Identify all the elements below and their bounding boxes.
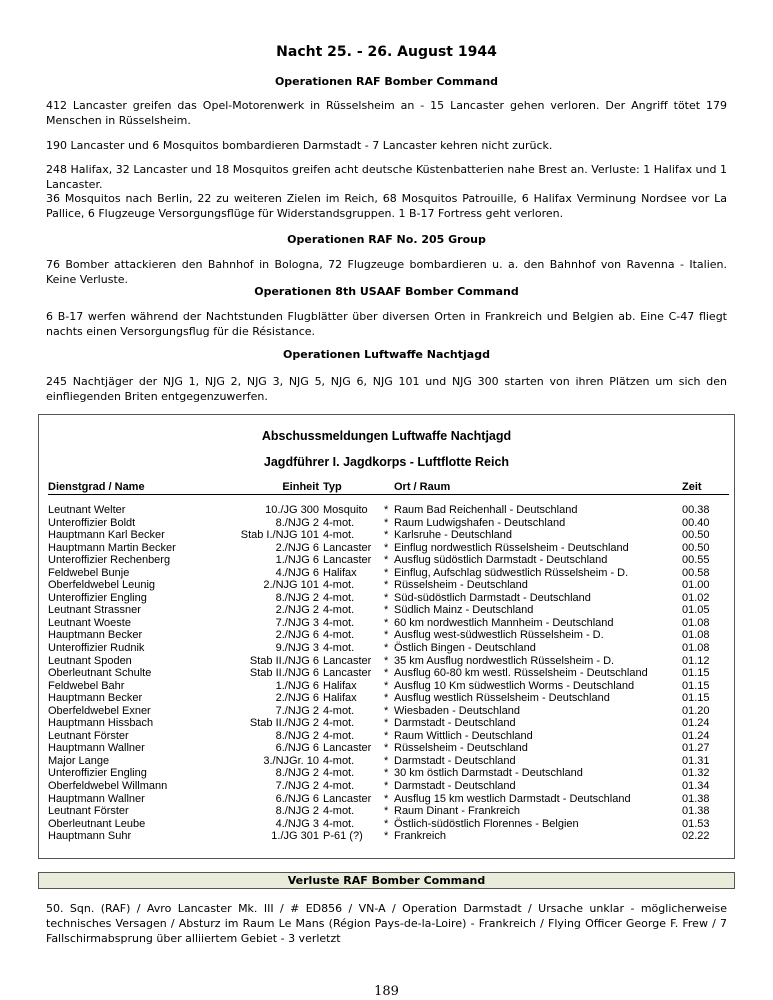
claim-unit: 2./NJG 101 (263, 579, 319, 592)
claim-star: * (384, 566, 389, 579)
claim-star: * (384, 529, 389, 542)
claim-type: 4-mot. (323, 704, 355, 717)
claim-star: * (384, 805, 389, 818)
paragraph: 76 Bomber attackieren den Bahnhof in Bologna, 72 Flugzeuge bombardieren u. a. den Bahnhof von Ravenna - Italien. Keine Verluste. (46, 258, 727, 286)
claim-star: * (384, 742, 389, 755)
claim-type: 4-mot. (323, 591, 355, 604)
claim-unit: 1./NJG 6 (275, 679, 319, 692)
claim-type: 4-mot. (323, 754, 355, 767)
claim-star: * (384, 591, 389, 604)
claim-time: 01.00 (682, 579, 710, 592)
claim-name: Feldwebel Bahr (48, 679, 125, 692)
claim-type: 4-mot. (323, 616, 355, 629)
claim-place: Einflug, Aufschlag südwestlich Rüsselsheim - D. (394, 566, 629, 579)
claim-name: Unteroffizier Boldt (48, 516, 136, 529)
claim-place: Raum Bad Reichenhall - Deutschland (394, 504, 578, 516)
claim-type: 4-mot. (323, 817, 355, 830)
table-row (48, 767, 729, 780)
table-row (48, 830, 729, 843)
claim-time: 00.58 (682, 566, 710, 579)
claim-time: 01.38 (682, 805, 710, 818)
paragraph: 248 Halifax, 32 Lancaster und 18 Mosquitos greifen acht deutsche Küstenbatterien nahe Brest an. Verluste: 1 Halifax und 1 Lancaster. (46, 163, 727, 191)
table-row (48, 755, 729, 768)
claim-place: 35 km Ausflug nordwestlich Rüsselsheim - D. (394, 654, 615, 667)
claim-unit: 6./NJG 6 (275, 792, 319, 805)
claim-name: Hauptmann Wallner (48, 742, 145, 755)
claim-time: 01.24 (682, 729, 710, 742)
claim-name: Hauptmann Wallner (48, 792, 145, 805)
claim-unit: 4./NJG 3 (275, 817, 319, 830)
claim-place: Ausflug westlich Rüsselsheim - Deutschland (394, 692, 610, 705)
claim-type: Halifax (323, 566, 357, 579)
claim-time: 01.15 (682, 667, 710, 680)
claim-place: Raum Ludwigshafen - Deutschland (394, 516, 566, 529)
claim-star: * (384, 679, 389, 692)
table-row (48, 617, 729, 630)
claim-unit: 7./NJG 2 (275, 704, 319, 717)
claim-name: Hauptmann Martin Becker (48, 541, 176, 554)
table-row (48, 805, 729, 818)
table-row (48, 780, 729, 793)
claim-time: 01.12 (682, 654, 710, 667)
section-heading-raf-205-group: Operationen RAF No. 205 Group (287, 233, 486, 246)
claim-name: Major Lange (48, 754, 110, 767)
claim-name: Hauptmann Karl Becker (48, 529, 165, 542)
claim-unit: 1./JG 301 (271, 830, 319, 843)
claim-type: Lancaster (323, 742, 372, 755)
claim-unit: 8./NJG 2 (275, 591, 319, 604)
claim-type: Lancaster (323, 667, 372, 680)
claim-time: 00.50 (682, 529, 710, 542)
table-row (48, 504, 729, 517)
claim-type: 4-mot. (323, 767, 355, 780)
claim-star: * (384, 830, 389, 843)
claim-unit: Stab II./NJG 6 (249, 654, 319, 667)
section-heading-luftwaffe: Operationen Luftwaffe Nachtjagd (283, 348, 490, 361)
table-row (48, 692, 729, 705)
claim-time: 01.27 (682, 742, 710, 755)
losses-heading-bar: Verluste RAF Bomber Command (38, 872, 735, 889)
claim-star: * (384, 767, 389, 780)
table-row (48, 579, 729, 592)
column-header-time: Zeit (682, 481, 702, 493)
claim-unit: 1./NJG 6 (275, 554, 319, 567)
table-row (48, 667, 729, 680)
table-row (48, 604, 729, 617)
claims-table-header (48, 481, 729, 495)
page-number: 189 (374, 984, 399, 999)
table-row (48, 517, 729, 530)
claim-place: Raum Wittlich - Deutschland (394, 729, 533, 742)
claim-name: Oberfeldwebel Leunig (48, 579, 156, 592)
claims-table-body (48, 504, 729, 843)
claim-time: 00.40 (682, 516, 710, 529)
claim-type: 4-mot. (323, 579, 355, 592)
table-row (48, 655, 729, 668)
claim-time: 01.53 (682, 817, 710, 830)
claim-type: P-61 (?) (323, 830, 363, 843)
column-header-unit: Einheit (282, 481, 319, 493)
claim-star: * (384, 629, 389, 642)
column-header-type: Typ (323, 481, 342, 493)
claim-type: Halifax (323, 679, 357, 692)
claim-name: Oberfeldwebel Exner (48, 704, 151, 717)
claim-place: Einflug nordwestlich Rüsselsheim - Deutschland (394, 541, 629, 554)
claim-unit: 2./NJG 6 (275, 541, 319, 554)
claim-unit: 8./NJG 2 (275, 767, 319, 780)
paragraph: 6 B-17 werfen während der Nachtstunden Flugblätter über diversen Orten in Frankreich und Belgien ab. Eine C-47 fliegt nachts einen Versorgungsflug für die Résistance. (46, 310, 727, 338)
claim-star: * (384, 717, 389, 730)
claim-unit: Stab II./NJG 2 (249, 717, 319, 730)
table-row (48, 567, 729, 580)
claim-type: 4-mot. (323, 717, 355, 730)
claim-place: Raum Dinant - Frankreich (394, 805, 520, 818)
claim-unit: 2./NJG 6 (275, 692, 319, 705)
claim-place: Wiesbaden - Deutschland (394, 704, 520, 717)
claim-star: * (384, 616, 389, 629)
claim-star: * (384, 642, 389, 655)
claim-star: * (384, 780, 389, 793)
claim-name: Unteroffizier Rechenberg (48, 554, 171, 567)
table-row (48, 818, 729, 831)
claim-star: * (384, 654, 389, 667)
claim-unit: 10./JG 300 (265, 504, 319, 516)
claim-place: Süd-südöstlich Darmstadt - Deutschland (394, 591, 591, 604)
page-title: Nacht 25. - 26. August 1944 (276, 44, 497, 60)
claim-type: Lancaster (323, 792, 372, 805)
claim-time: 02.22 (682, 830, 710, 843)
claim-type: Mosquito (323, 504, 368, 516)
claim-unit: Stab I./NJG 101 (240, 529, 319, 542)
claim-type: 4-mot. (323, 604, 355, 617)
claim-place: Östlich-südöstlich Florennes - Belgien (394, 817, 579, 830)
claim-name: Unteroffizier Rudnik (48, 642, 145, 655)
claim-type: Halifax (323, 692, 357, 705)
claim-place: Darmstadt - Deutschland (394, 754, 516, 767)
column-header-place: Ort / Raum (394, 481, 451, 493)
claim-star: * (384, 604, 389, 617)
claim-place: Ausflug west-südwestlich Rüsselsheim - D. (394, 629, 604, 642)
claim-time: 01.08 (682, 642, 710, 655)
claim-star: * (384, 692, 389, 705)
claim-name: Feldwebel Bunje (48, 566, 130, 579)
claim-unit: 6./NJG 6 (275, 742, 319, 755)
claim-time: 01.08 (682, 616, 710, 629)
paragraph: 190 Lancaster und 6 Mosquitos bombardieren Darmstadt - 7 Lancaster kehren nicht zurück. (46, 139, 553, 152)
claim-place: Karlsruhe - Deutschland (394, 529, 513, 542)
claim-star: * (384, 504, 389, 516)
claim-time: 01.15 (682, 692, 710, 705)
claim-place: Rüsselsheim - Deutschland (394, 579, 528, 592)
claim-name: Hauptmann Becker (48, 629, 143, 642)
claim-name: Oberfeldwebel Willmann (48, 780, 168, 793)
claim-place: Frankreich (394, 830, 446, 843)
claim-time: 01.08 (682, 629, 710, 642)
section-heading-raf-bomber-command: Operationen RAF Bomber Command (274, 75, 499, 88)
claim-time: 01.15 (682, 679, 710, 692)
table-row (48, 542, 729, 555)
table-row (48, 680, 729, 693)
table-row (48, 705, 729, 718)
claim-type: 4-mot. (323, 642, 355, 655)
claim-place: Darmstadt - Deutschland (394, 780, 516, 793)
claim-unit: 7./NJG 2 (275, 780, 319, 793)
claim-name: Hauptmann Becker (48, 692, 143, 705)
claim-name: Unteroffizier Engling (48, 767, 147, 780)
claim-name: Oberleutnant Schulte (48, 667, 152, 680)
claims-box-title: Abschussmeldungen Luftwaffe Nachtjagd (261, 429, 512, 443)
claim-time: 01.31 (682, 754, 710, 767)
losses-paragraph: 50. Sqn. (RAF) / Avro Lancaster Mk. III / # ED856 / VN-A / Operation Darmstadt / Ursache unklar - möglicherweise technisches Versagen / Absturz im Raum Le Mans (Région Pays-de-la-Loire) - Frankreich / Flying Officer George F. Frew / 7 Fallschirmabsprung über alliiertem Gebiet - 3 verletzt (46, 902, 727, 945)
claim-unit: 2./NJG 6 (275, 629, 319, 642)
claim-unit: 2./NJG 2 (275, 604, 319, 617)
claim-place: Östlich Bingen - Deutschland (394, 642, 536, 655)
paragraph: 36 Mosquitos nach Berlin, 22 zu weiteren Zielen im Reich, 68 Mosquitos Patrouille, 6 Halifax Verminung Nordsee vor La Pallice, 6 Flugzeuge Versorgungsflüge für Widerstandsgruppen. 1 B-17 Fortress geht verloren. (46, 192, 727, 220)
table-row (48, 529, 729, 542)
claim-place: Ausflug 60-80 km westl. Rüsselsheim - Deutschland (394, 667, 648, 680)
claim-type: 4-mot. (323, 629, 355, 642)
claim-name: Unteroffizier Engling (48, 591, 147, 604)
claim-type: Lancaster (323, 541, 372, 554)
claim-star: * (384, 729, 389, 742)
table-row (48, 592, 729, 605)
claim-name: Hauptmann Suhr (48, 830, 132, 843)
claim-star: * (384, 792, 389, 805)
section-heading-usaaf: Operationen 8th USAAF Bomber Command (254, 285, 519, 298)
claim-unit: 4./NJG 6 (275, 566, 319, 579)
claim-place: Südlich Mainz - Deutschland (394, 604, 534, 617)
claim-star: * (384, 579, 389, 592)
claim-name: Hauptmann Hissbach (48, 717, 154, 730)
claim-time: 00.38 (682, 504, 710, 516)
claim-name: Leutnant Spoden (48, 654, 132, 667)
claim-time: 01.02 (682, 591, 710, 604)
claim-star: * (384, 704, 389, 717)
claim-time: 01.20 (682, 704, 710, 717)
claim-place: Ausflug 10 Km südwestlich Worms - Deutschland (394, 679, 635, 692)
claim-star: * (384, 554, 389, 567)
claim-unit: 9./NJG 3 (275, 642, 319, 655)
claim-type: Lancaster (323, 554, 372, 567)
claim-place: Rüsselsheim - Deutschland (394, 742, 528, 755)
table-row (48, 730, 729, 743)
paragraph: 412 Lancaster greifen das Opel-Motorenwerk in Rüsselsheim an - 15 Lancaster gehen verloren. Der Angriff tötet 179 Menschen in Rüsselsheim. (46, 99, 727, 127)
claims-box-subtitle: Jagdführer I. Jagdkorps - Luftflotte Reich (263, 455, 510, 469)
claim-star: * (384, 817, 389, 830)
claim-time: 01.34 (682, 780, 710, 793)
claims-box (38, 414, 735, 859)
claim-time: 00.55 (682, 554, 710, 567)
claim-name: Leutnant Förster (48, 805, 129, 818)
claim-time: 00.50 (682, 541, 710, 554)
claim-type: 4-mot. (323, 780, 355, 793)
claim-type: 4-mot. (323, 516, 355, 529)
claim-unit: 8./NJG 2 (275, 805, 319, 818)
table-row (48, 642, 729, 655)
claim-name: Leutnant Strassner (48, 604, 141, 617)
claim-time: 01.24 (682, 717, 710, 730)
claim-name: Leutnant Woeste (48, 616, 131, 629)
column-header-name: Dienstgrad / Name (48, 481, 145, 493)
claim-unit: Stab II./NJG 6 (249, 667, 319, 680)
claim-type: 4-mot. (323, 529, 355, 542)
claim-star: * (384, 667, 389, 680)
table-row (48, 793, 729, 806)
claim-type: 4-mot. (323, 805, 355, 818)
claim-unit: 8./NJG 2 (275, 729, 319, 742)
claim-unit: 8./NJG 2 (275, 516, 319, 529)
claim-name: Leutnant Welter (48, 504, 126, 516)
claim-star: * (384, 516, 389, 529)
claim-place: 30 km östlich Darmstadt - Deutschland (394, 767, 583, 780)
table-row (48, 554, 729, 567)
table-row (48, 629, 729, 642)
claim-type: Lancaster (323, 654, 372, 667)
claim-place: Ausflug südöstlich Darmstadt - Deutschland (394, 554, 608, 567)
claim-time: 01.38 (682, 792, 710, 805)
claim-place: Ausflug 15 km westlich Darmstadt - Deutschland (394, 792, 631, 805)
claim-place: 60 km nordwestlich Mannheim - Deutschland (394, 616, 614, 629)
claim-star: * (384, 754, 389, 767)
claim-type: 4-mot. (323, 729, 355, 742)
table-row (48, 742, 729, 755)
claim-time: 01.32 (682, 767, 710, 780)
table-row (48, 717, 729, 730)
claim-name: Oberleutnant Leube (48, 817, 146, 830)
claim-unit: 3./NJGr. 10 (263, 754, 319, 767)
claim-time: 01.05 (682, 604, 710, 617)
claim-place: Darmstadt - Deutschland (394, 717, 516, 730)
claim-star: * (384, 541, 389, 554)
paragraph: 245 Nachtjäger der NJG 1, NJG 2, NJG 3, NJG 5, NJG 6, NJG 101 und NJG 300 starten von ihren Plätzen um sich den einfliegenden Briten entgegenzuwerfen. (46, 375, 727, 403)
claim-name: Leutnant Förster (48, 729, 129, 742)
claim-unit: 7./NJG 3 (275, 616, 319, 629)
